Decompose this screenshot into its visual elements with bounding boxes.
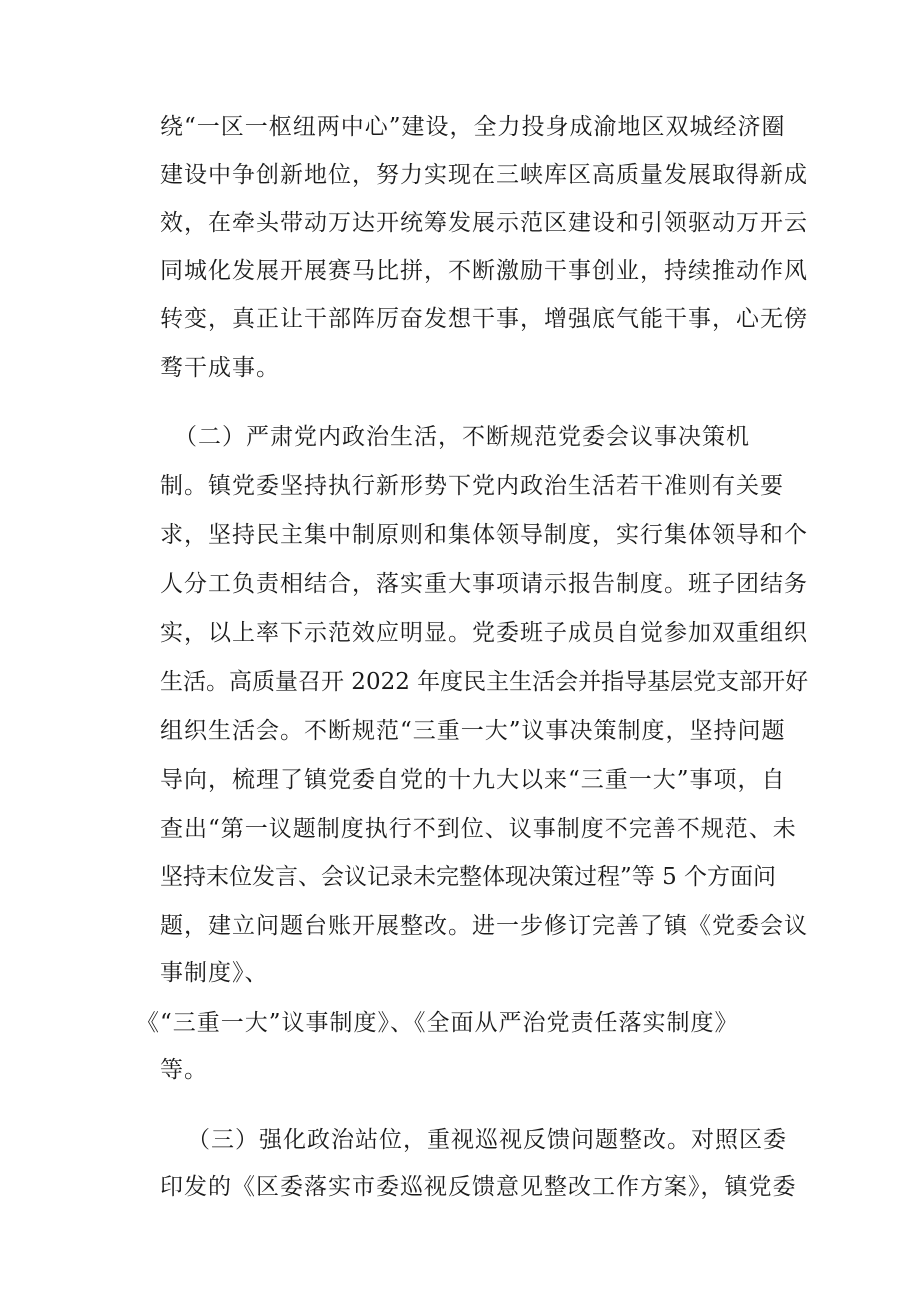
text-line: 骛干成事。 [160,355,280,381]
text-line: 导向，梳理了镇党委自党的十九大以来“三重一大”事项，自 [160,767,786,793]
text-line: 绕“一区一枢纽两中心”建设，全力投身成渝地区双城经济圈 [160,114,786,140]
text-line: 查出“第一议题制度执行不到位、议事制度不完善不规范、未 [160,816,797,842]
text-line: 生活。高质量召开 2022 年度民主生活会并指导基层党支部开好 [160,669,809,695]
text-line: 印发的《区委落实市委巡视反馈意见整改工作方案》，镇党委 [160,1174,797,1200]
text-line: 效，在牵头带动万达开统筹发展示范区建设和引领驱动万开云 [160,210,808,236]
text-line: 组织生活会。不断规范“三重一大”议事决策制度，坚持问题 [160,718,786,744]
text-line: 求，坚持民主集中制原则和集体领导制度，实行集体领导和个 [160,522,808,548]
text-line: 人分工负责相结合，落实重大事项请示报告制度。班子团结务 [160,571,808,597]
text-line: 建设中争创新地位，努力实现在三峡库区高质量发展取得新成 [160,162,808,188]
section-heading-line: （二）严肃党内政治生活，不断规范党委会议事决策机 [174,424,750,450]
text-line: 题，建立问题台账开展整改。进一步修订完善了镇《党委会议 [160,913,808,939]
text-line: 《“三重一大”议事制度》、《全面从严治党责任落实制度》 [136,1010,739,1036]
text-line: 实，以上率下示范效应明显。党委班子成员自觉参加双重组织 [160,620,808,646]
text-line: 等。 [160,1057,208,1083]
text-line: 转变，真正让干部阵厉奋发想干事，增强底气能干事，心无傍 [160,306,808,332]
text-line: 坚持末位发言、会议记录未完整体现决策过程”等 5 个方面问 [160,864,777,890]
text-line: 制。镇党委坚持执行新形势下党内政治生活若干准则有关要 [160,473,784,499]
text-line: 同城化发展开展赛马比拼，不断激励干事创业，持续推动作风 [160,258,808,284]
section-heading-line: （三）强化政治站位，重视巡视反馈问题整改。对照区委 [187,1127,787,1153]
text-line: 事制度》、 [160,960,269,986]
